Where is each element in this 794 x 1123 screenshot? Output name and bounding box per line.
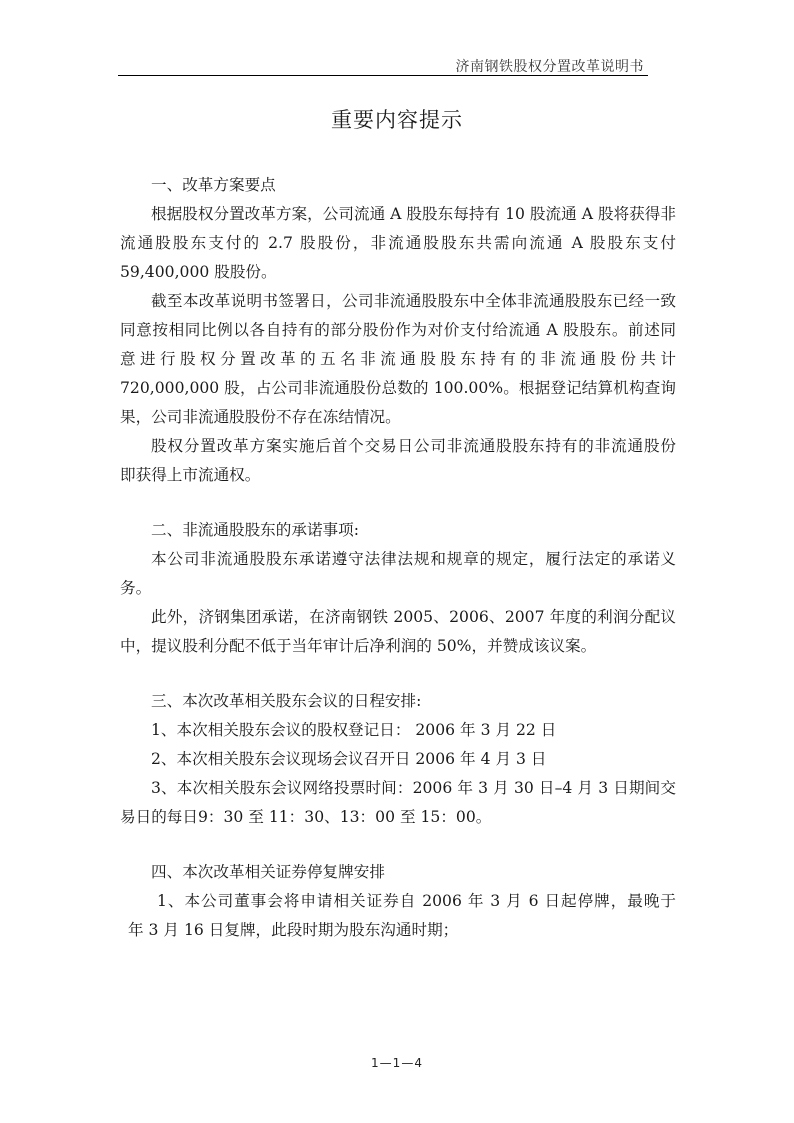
paragraph-line: 股权分置改革方案实施后首个交易日公司非流通股股东持有的非流通股份: [151, 437, 676, 455]
paragraph-line: 截至本改革说明书签署日，公司非流通股股东中全体非流通股股东已经一致: [151, 292, 676, 310]
paragraph-line: 同意按相同比例以各自持有的部分股份作为对价支付给流通 A 股股东。前述同: [120, 321, 676, 339]
list-item: 1、本次相关股东会议的股权登记日： 2006 年 3 月 22 日: [151, 721, 557, 739]
list-item-continuation: 年 3 月 16 日复牌，此段时期为股东沟通时期；: [128, 921, 459, 939]
paragraph-line: 流通股股东支付的 2.7 股股份，非流通股股东共需向流通 A 股股东支付: [120, 234, 676, 252]
paragraph-line: 果，公司非流通股股份不存在冻结情况。: [120, 408, 401, 426]
page-title: 重要内容提示: [331, 108, 463, 132]
running-header: 济南钢铁股权分置改革说明书: [455, 59, 644, 75]
document-body: [120, 171, 676, 945]
list-item-continuation: 易日的每日9：30 至 11：30、13：00 至 15：00。: [120, 808, 492, 826]
section-heading: 一、改革方案要点: [151, 176, 276, 194]
paragraph-line: 意进行股权分置改革的五名非流通股股东持有的非流通股份共计: [120, 350, 676, 368]
paragraph-line: 即获得上市流通权。: [120, 466, 261, 484]
section-heading: 二、非流通股股东的承诺事项:: [151, 521, 359, 539]
paragraph-line: 中，提议股利分配不低于当年审计后净利润的 50%，并赞成该议案。: [120, 637, 597, 655]
list-item: 2、本次相关股东会议现场会议召开日 2006 年 4 月 3 日: [151, 750, 547, 768]
section-heading: 三、本次改革相关股东会议的日程安排:: [151, 692, 422, 710]
list-item: 1、本公司董事会将申请相关证券自 2006 年 3 月 6 日起停牌，最晚于: [157, 892, 676, 910]
section-heading: 四、本次改革相关证券停复牌安排: [151, 863, 385, 881]
paragraph-line: 59,400,000 股股份。: [120, 263, 277, 281]
page-number: 1—1—4: [371, 1056, 423, 1070]
list-item: 3、本次相关股东会议网络投票时间：2006 年 3 月 30 日–4 月 3 日期间交: [151, 779, 676, 797]
paragraph-line: 此外，济钢集团承诺，在济南钢铁 2005、2006、2007 年度的利润分配议: [151, 608, 676, 626]
paragraph-line: 本公司非流通股股东承诺遵守法律法规和规章的规定，履行法定的承诺义: [151, 550, 676, 568]
paragraph-line: 务。: [120, 579, 152, 597]
paragraph-line: 根据股权分置改革方案，公司流通 A 股股东每持有 10 股流通 A 股将获得非: [151, 205, 676, 223]
paragraph-line: 720,000,000 股，占公司非流通股份总数的 100.00%。根据登记结算机构查询: [120, 379, 676, 397]
header-rule: [118, 75, 648, 76]
